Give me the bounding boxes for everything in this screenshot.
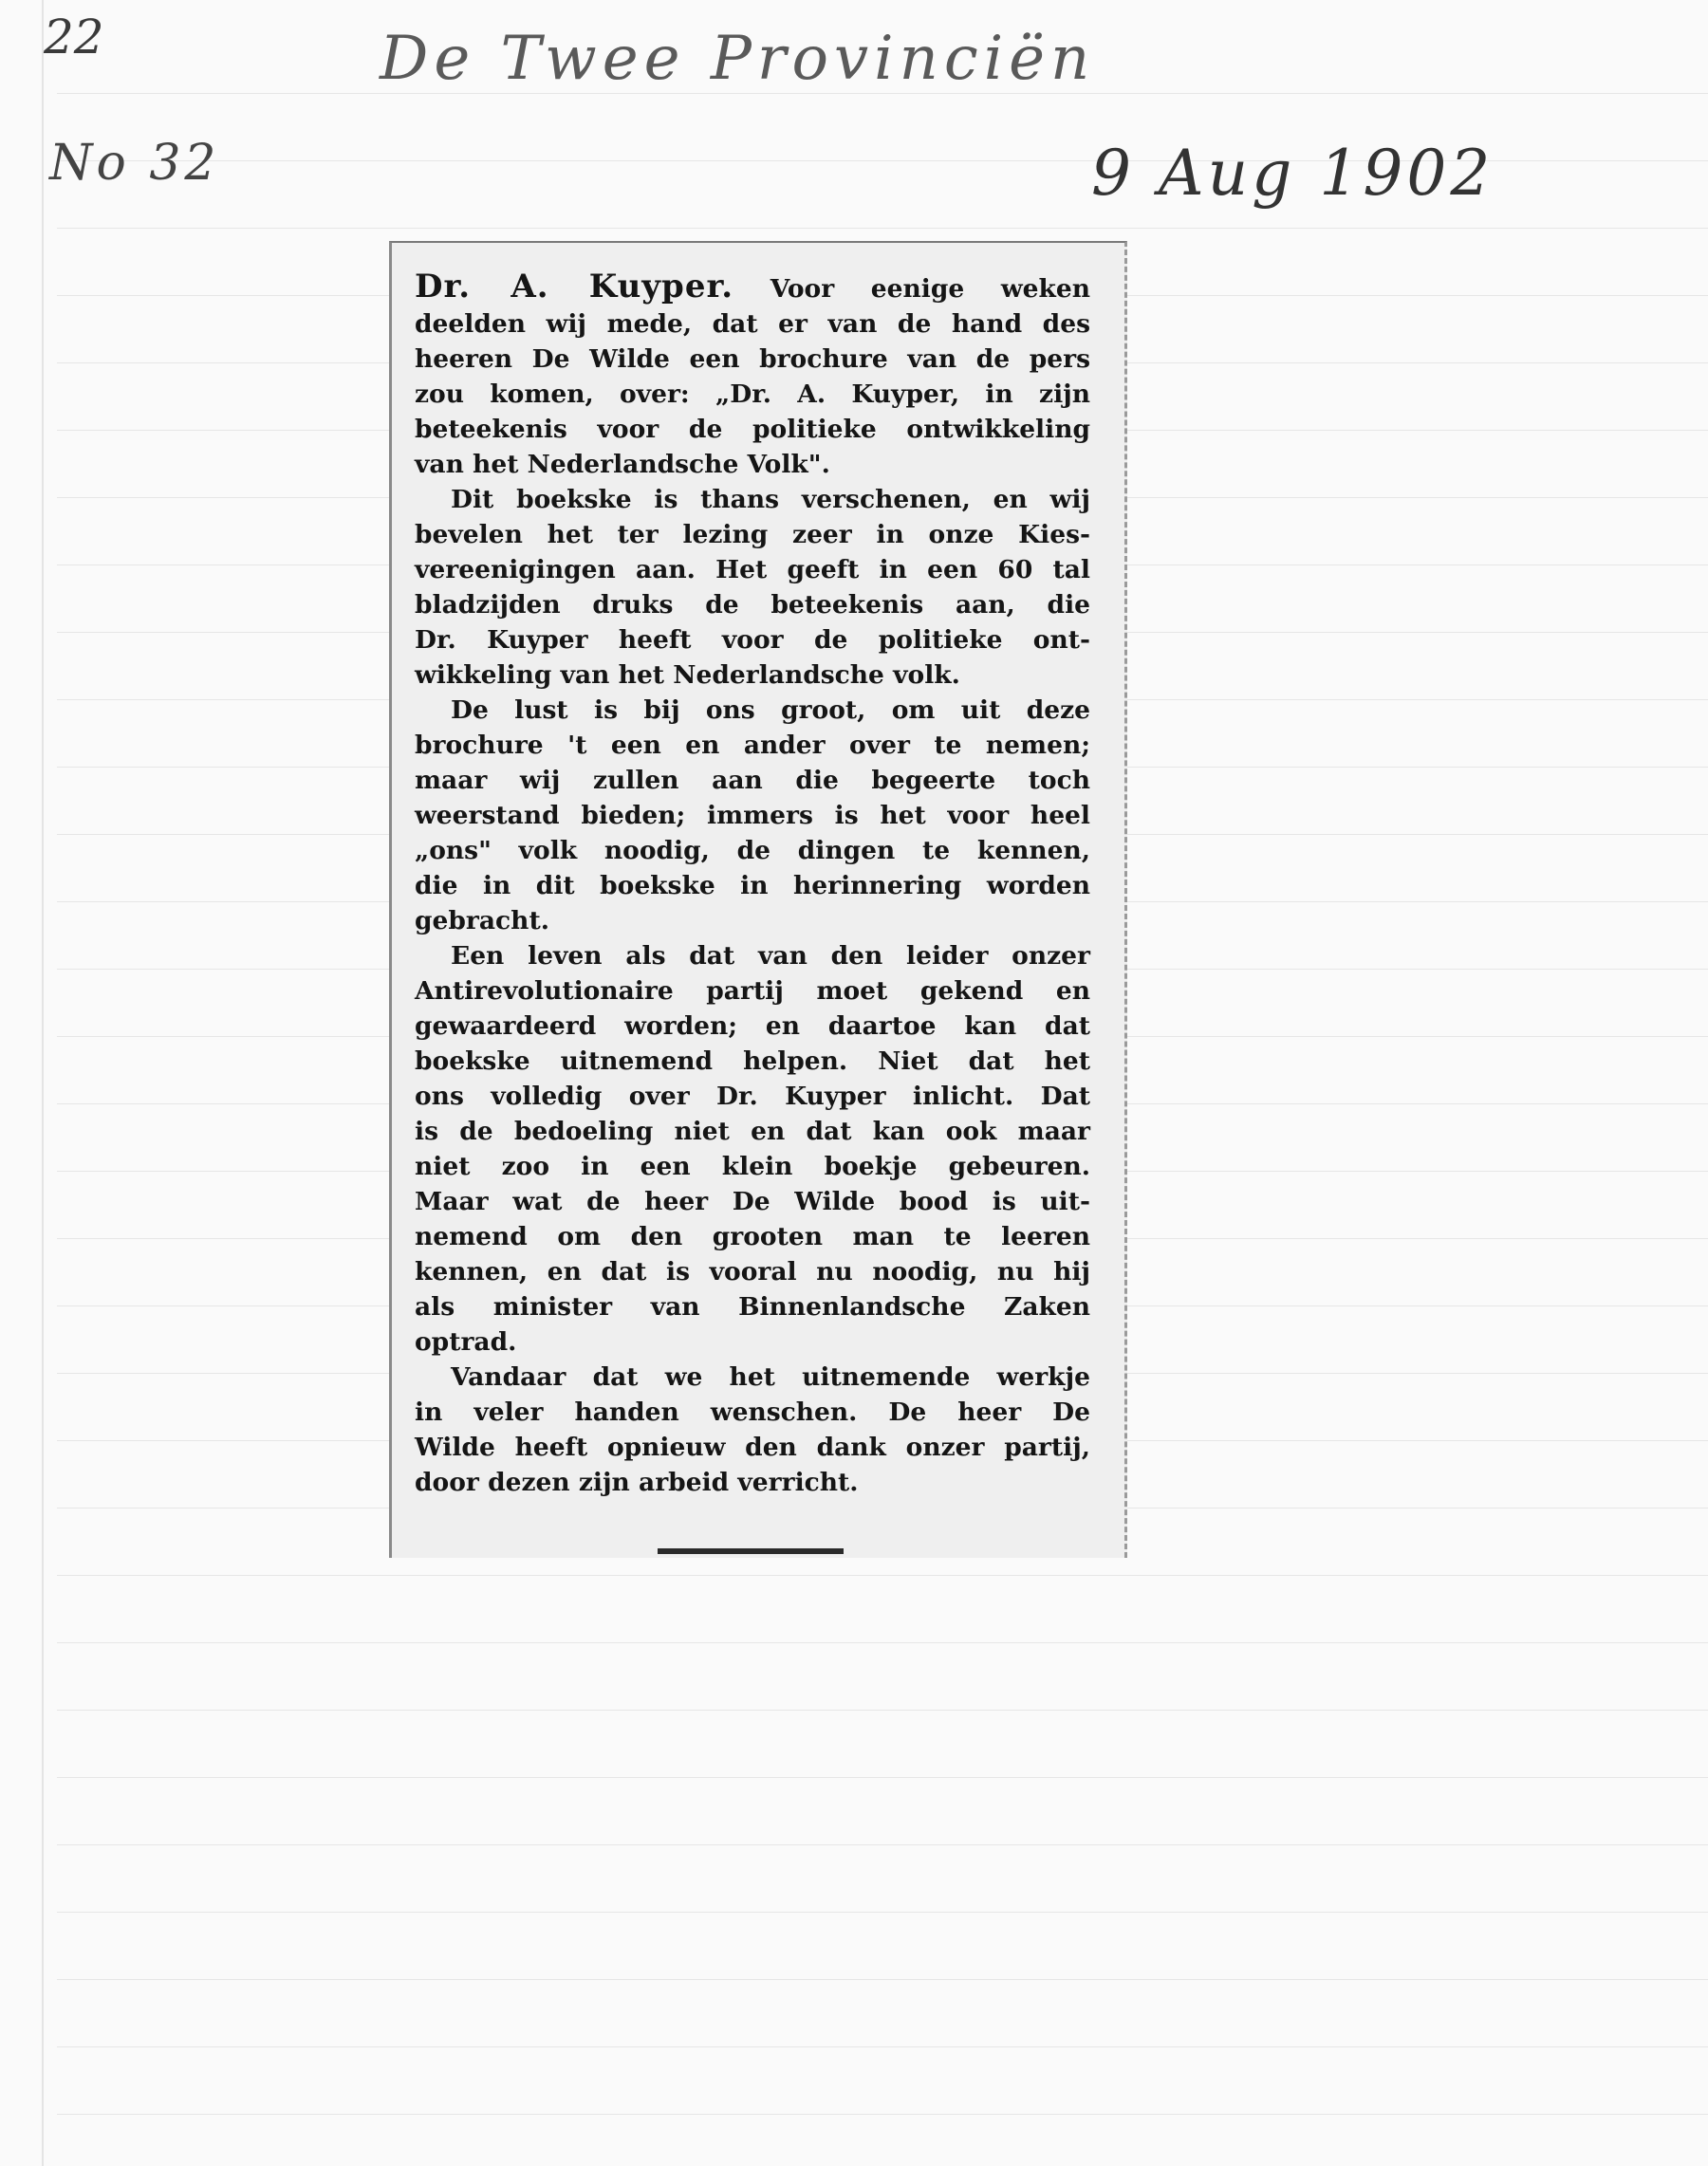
article-line: gewaardeerd worden; en daartoe kan dat (415, 1011, 1090, 1041)
article-line: Antirevolutionaire partij moet gekend en (415, 976, 1090, 1006)
handwritten-clipping-number: No 32 (49, 135, 220, 192)
ruled-line (57, 1575, 1708, 1576)
article-line: zou komen, over: „Dr. A. Kuyper, in zijn (415, 380, 1090, 409)
ruled-line (57, 2046, 1708, 2047)
article-headline: Dr. A. Kuyper. (415, 268, 734, 305)
article-line: ons volledig over Dr. Kuyper inlicht. Dat (415, 1082, 1090, 1111)
article-line: beteekenis voor de politieke ontwikkeling (415, 415, 1090, 444)
ruled-line (57, 228, 1708, 229)
article-line: Dr. Kuyper heeft voor de politieke ont- (415, 625, 1090, 655)
article-line: boekske uitnemend helpen. Niet dat het (415, 1046, 1090, 1076)
article-first-line (415, 269, 1090, 306)
article-line: Vandaar dat we het uitnemende werkje (451, 1362, 1090, 1392)
article-line: brochure 't een en ander over te nemen; (415, 731, 1090, 760)
article-line: Maar wat de heer De Wilde bood is uit- (415, 1187, 1090, 1216)
ruled-line (57, 1912, 1708, 1913)
article-line: van het Nederlandsche Volk". (415, 450, 830, 479)
left-margin-line (42, 0, 44, 2166)
article-line: De lust is bij ons groot, om uit deze (451, 695, 1090, 725)
article-line: niet zoo in een klein boekje gebeuren. (415, 1152, 1090, 1181)
article-line: deelden wij mede, dat er van de hand des (415, 309, 1090, 339)
article-line: Dit boekske is thans verschenen, en wij (451, 485, 1090, 514)
article-text (415, 269, 1090, 1500)
ruled-line (57, 1844, 1708, 1845)
ruled-line (57, 1710, 1708, 1711)
newspaper-clipping (389, 241, 1127, 1558)
ruled-line (57, 1979, 1708, 1980)
ruled-line (57, 1642, 1708, 1643)
article-line: door dezen zijn arbeid verricht. (415, 1468, 859, 1497)
article-line: Wilde heeft opnieuw den dank onzer partij, (415, 1433, 1090, 1462)
handwritten-page-number: 22 (44, 9, 104, 65)
article-lines (415, 306, 1090, 1500)
ruled-line (57, 2114, 1708, 2115)
article-line: bladzijden druks de beteekenis aan, die (415, 590, 1090, 620)
article-line: gebracht. (415, 906, 549, 935)
article-line: als minister van Binnenlandsche Zaken (415, 1292, 1090, 1322)
article-line: die in dit boekske in herinnering worden (415, 871, 1090, 900)
article-line: bevelen het ter lezing zeer in onze Kies- (415, 520, 1090, 549)
article-line: optrad. (415, 1327, 517, 1357)
article-line: nemend om den grooten man te leeren (415, 1222, 1090, 1251)
article-first-line-rest: Voor eenige weken (770, 274, 1090, 304)
article-line: in veler handen wenschen. De heer De (415, 1398, 1090, 1427)
article-line: wikkeling van het Nederlandsche volk. (415, 660, 960, 690)
handwritten-newspaper-name: De Twee Provinciën (380, 24, 1096, 94)
article-line: is de bedoeling niet en dat kan ook maar (415, 1117, 1090, 1146)
article-end-rule (658, 1548, 844, 1554)
article-line: heeren De Wilde een brochure van de pers (415, 344, 1090, 374)
article-line: vereenigingen aan. Het geeft in een 60 tal (415, 555, 1090, 584)
article-line: maar wij zullen aan die begeerte toch (415, 766, 1090, 795)
article-line: Een leven als dat van den leider onzer (451, 941, 1090, 971)
article-line: „ons" volk noodig, de dingen te kennen, (415, 836, 1090, 865)
article-line: weerstand bieden; immers is het voor heel (415, 801, 1090, 830)
article-line: kennen, en dat is vooral nu noodig, nu hij (415, 1257, 1090, 1287)
handwritten-date: 9 Aug 1902 (1091, 137, 1494, 210)
ruled-line (57, 1777, 1708, 1778)
